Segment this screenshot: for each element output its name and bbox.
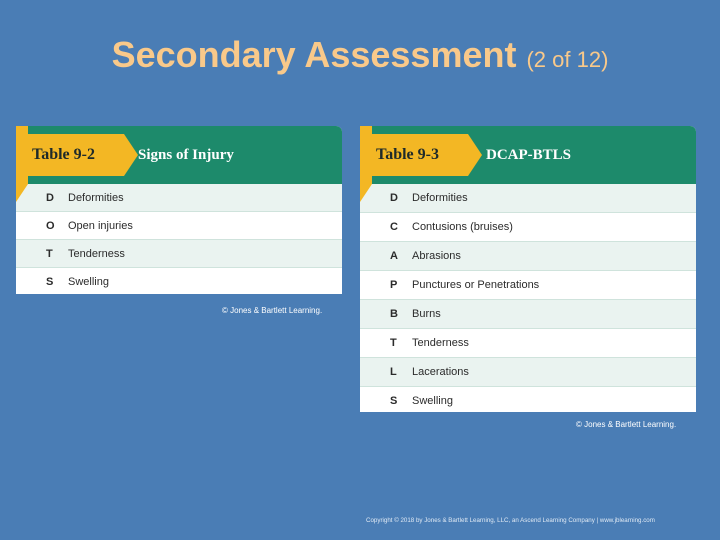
table-row — [360, 242, 696, 271]
image-credit: © Jones & Bartlett Learning. — [222, 306, 323, 315]
row-text: Deformities — [68, 191, 124, 204]
row-letter: S — [46, 275, 54, 288]
row-letter: T — [46, 247, 53, 260]
table-row — [360, 184, 696, 213]
copyright-footer: Copyright © 2018 by Jones & Bartlett Learning, LLC, an Ascend Learning Company | www.jblearning.com — [366, 517, 655, 524]
row-letter: D — [46, 191, 54, 204]
table-row — [360, 271, 696, 300]
table-row — [360, 213, 696, 242]
row-letter: B — [390, 308, 398, 320]
row-text: Lacerations — [412, 366, 469, 378]
row-letter: A — [390, 250, 398, 262]
slide-title — [0, 34, 720, 76]
table-header — [360, 126, 696, 184]
row-letter: L — [390, 366, 397, 378]
row-text: Open injuries — [68, 219, 133, 232]
row-text: Swelling — [412, 395, 453, 407]
slide-title-sub: (2 of 12) — [526, 47, 609, 72]
table-title: Signs of Injury — [138, 147, 234, 163]
row-text: Punctures or Penetrations — [412, 279, 540, 291]
table-row — [16, 212, 342, 240]
table-dcap-btls — [360, 126, 696, 412]
row-text: Deformities — [412, 192, 468, 204]
table-row — [16, 240, 342, 268]
row-text: Contusions (bruises) — [412, 221, 513, 233]
table-title: DCAP-BTLS — [486, 147, 572, 163]
row-text: Abrasions — [412, 250, 461, 262]
table-row — [360, 300, 696, 329]
row-letter: O — [46, 219, 55, 232]
table-number-label: Table 9-2 — [28, 134, 124, 176]
row-letter: C — [390, 221, 398, 233]
table-signs-of-injury — [16, 126, 342, 294]
row-text: Burns — [412, 308, 441, 320]
gold-tab — [360, 126, 372, 184]
row-letter: D — [390, 192, 398, 204]
gold-tab — [16, 126, 28, 184]
row-text: Tenderness — [68, 247, 125, 260]
table-header — [16, 126, 342, 184]
image-credit: © Jones & Bartlett Learning. — [576, 420, 677, 429]
slide-title-main: Secondary Assessment — [111, 34, 517, 75]
table-row — [16, 184, 342, 212]
row-letter: T — [390, 337, 397, 349]
table-body — [360, 184, 696, 412]
table-number-label: Table 9-3 — [372, 134, 468, 176]
row-letter: S — [390, 395, 398, 407]
table-body — [16, 184, 342, 294]
row-text: Tenderness — [412, 337, 469, 349]
table-row — [360, 358, 696, 387]
row-text: Swelling — [68, 275, 109, 288]
row-letter: P — [390, 279, 398, 291]
table-row — [360, 387, 696, 412]
table-row — [16, 268, 342, 294]
table-row — [360, 329, 696, 358]
